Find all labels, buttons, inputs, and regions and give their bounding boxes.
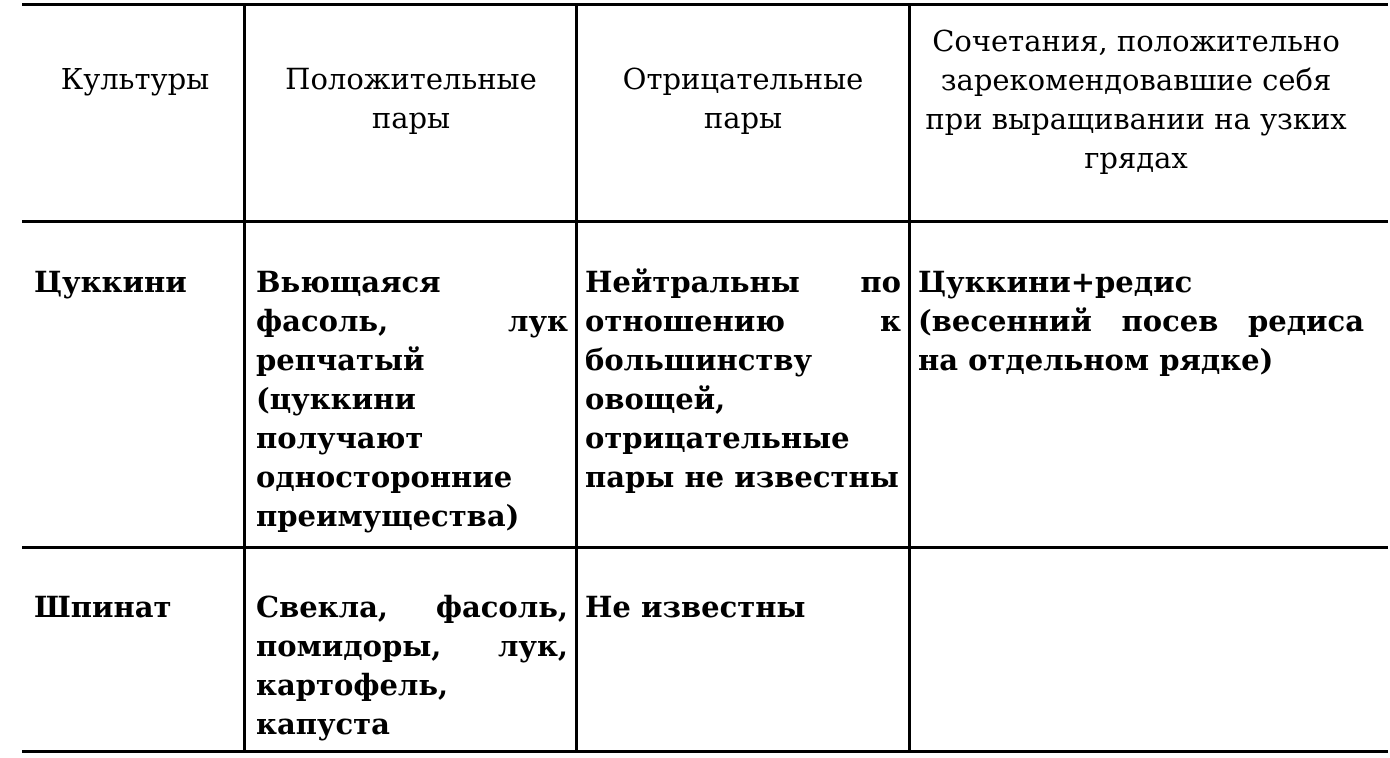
row-spinach-negative-text: Не известны [585, 590, 806, 624]
row-zucchini-positive-text: Вьющаяся фасоль, лук репчатый (цуккини получают односторонние преимущества) [256, 265, 568, 533]
header-bottom-rule [22, 220, 1388, 223]
header-positive-pairs-text: Положительные пары [285, 62, 537, 135]
row-spinach-positive-text: Свекла, фасоль, помидоры, лук, картофель, капуста [256, 590, 568, 741]
row-zucchini-combination [918, 263, 1364, 380]
column-divider-3 [908, 3, 911, 753]
header-combinations [916, 22, 1356, 178]
header-negative-pairs-text: Отрицательные пары [622, 62, 864, 135]
row-spinach-positive [256, 588, 568, 744]
header-negative-pairs [592, 60, 894, 138]
header-crops-text: Культуры [60, 62, 210, 96]
header-combinations-text: Сочетания, положительно зарекомендовавшие себя при выращивании на узких грядах [925, 24, 1347, 175]
row-zucchini-negative [585, 263, 901, 497]
header-crops [30, 60, 240, 99]
table-bottom-rule [22, 750, 1388, 753]
row-spinach-negative [585, 588, 901, 627]
row-divider-rule [22, 546, 1388, 549]
row-zucchini-negative-text: Нейтральны по отношению к большинству овощей, отрицательные пары не известны [585, 265, 901, 494]
row-spinach-crop [34, 588, 239, 627]
header-positive-pairs [262, 60, 560, 138]
row-zucchini-combination-text: Цуккини+редис (весенний посев редиса на отдельном рядке) [918, 265, 1364, 377]
column-divider-1 [243, 3, 246, 753]
row-zucchini-crop [34, 263, 239, 302]
column-divider-2 [575, 3, 578, 753]
row-zucchini-crop-text: Цуккини [34, 265, 187, 299]
table-top-rule [22, 3, 1388, 6]
row-zucchini-positive [256, 263, 568, 536]
row-spinach-crop-text: Шпинат [34, 590, 172, 624]
